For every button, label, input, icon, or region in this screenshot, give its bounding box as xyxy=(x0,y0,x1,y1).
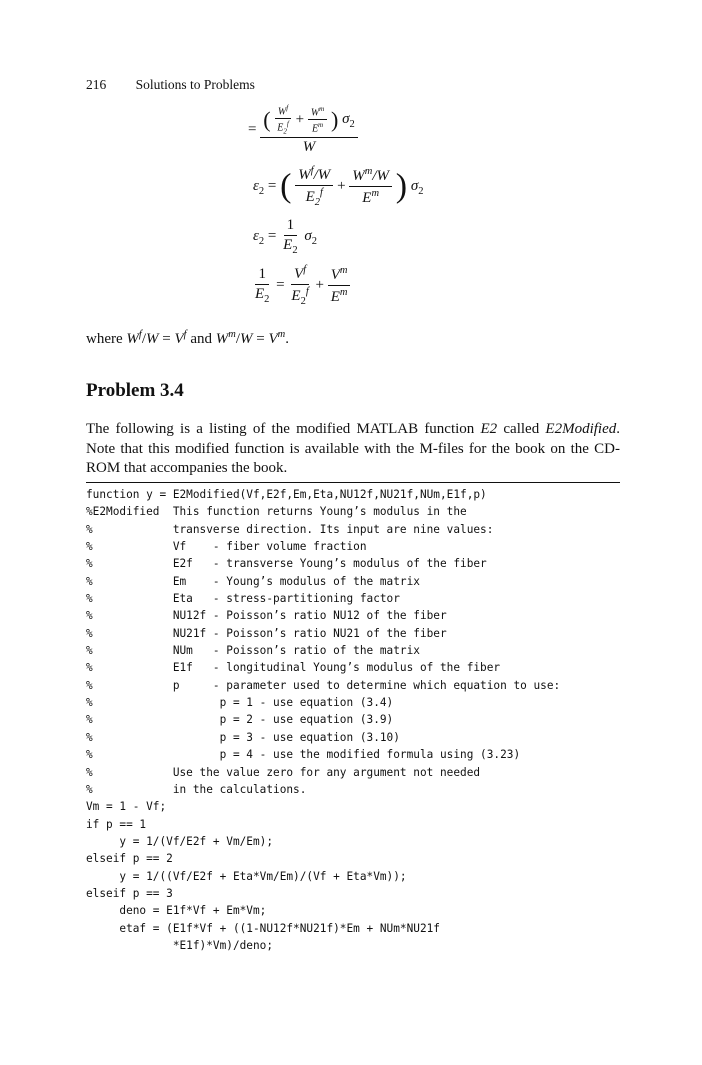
eq2-term1-num: $W^f/W$ xyxy=(295,165,333,186)
eq4-t1-num: $V^f$ xyxy=(291,264,309,285)
eq4-term1 xyxy=(288,264,311,307)
eq1-sigma: $\sigma_2$ xyxy=(342,111,355,131)
where-line: where $W^f/W = V^f$ and $W^m/W = V^m$. xyxy=(86,329,289,347)
equals-sign: = xyxy=(248,121,257,138)
page-number: 216 xyxy=(86,77,107,92)
eq4-lhs-den: $E_2$ xyxy=(255,286,270,305)
eq2-term2 xyxy=(349,166,392,207)
intro-paragraph xyxy=(86,420,620,479)
section-heading: Problem 3.4 xyxy=(86,380,184,401)
eq4-t1-den: $E_2^f$ xyxy=(291,286,309,307)
equation-2: $\varepsilon_2$ = ( $\frac{W^f/W}{E_2^f}$ + $\frac{W^m/W}{E^m}$ ) $\sigma_2$ xyxy=(253,165,424,208)
paragraph-text-2: called xyxy=(497,421,546,437)
eq1-frac-wf xyxy=(274,104,292,136)
eq1-e2f: $E_2^f$ xyxy=(277,120,289,136)
eq2-term1 xyxy=(295,165,333,208)
eq3-sigma: $\sigma_2$ xyxy=(304,227,317,247)
function-name-e2: E2 xyxy=(480,421,498,437)
eq1-main-fraction xyxy=(260,104,358,156)
eq1-wf: $W^f$ xyxy=(275,104,291,119)
eq2-term1-den: $E_2^f$ xyxy=(305,187,323,208)
eq2-term2-num: $W^m/W$ xyxy=(349,166,392,187)
function-name-e2modified: E2Modified xyxy=(545,421,617,437)
eq4-lhs xyxy=(252,266,272,305)
equation-1 xyxy=(248,104,358,156)
running-header xyxy=(86,77,255,93)
eq2-term2-den: $E^m$ xyxy=(362,188,380,206)
eq3-num: 1 xyxy=(284,217,298,236)
paragraph-text-1: The following is a listing of the modified MATLAB function xyxy=(86,421,481,437)
eq3-fraction xyxy=(280,217,300,256)
eq4-t2-den: $E^m$ xyxy=(330,287,348,305)
eq3-lhs: $\varepsilon_2$ xyxy=(253,227,265,247)
paragraph-text-3: . Note that this modified function is available with the M-files for the book on the CD-ROM that accompanies the book. xyxy=(86,421,620,476)
equation-4: $\frac{1}{E_2}$ = $\frac{V^f}{E_2^f}$ + $\frac{V^m}{E^m}$ xyxy=(252,264,350,307)
eq4-term2 xyxy=(328,265,351,306)
eq4-lhs-num: 1 xyxy=(255,266,269,285)
eq2-lhs: $\varepsilon_2$ xyxy=(253,177,265,197)
eq1-denominator: W xyxy=(302,138,316,155)
eq1-em: $E^m$ xyxy=(311,121,324,135)
running-head-title: Solutions to Problems xyxy=(135,77,255,92)
code-top-rule xyxy=(86,482,620,483)
eq1-numerator: ( $\frac{W^f}{E_2^f}$ + $\frac{W^m}{E^m}$ ) $\sigma_2$ xyxy=(260,104,358,138)
equation-3: $\varepsilon_2$ = $\frac{1}{E_2}$ $\sigma_2$ xyxy=(253,217,317,256)
eq2-sigma: $\sigma_2$ xyxy=(410,177,424,197)
eq1-wm: $W^m$ xyxy=(308,105,327,120)
eq3-den: $E_2$ xyxy=(283,237,298,256)
eq1-frac-wm xyxy=(308,105,327,135)
eq4-t2-num: $V^m$ xyxy=(328,265,351,286)
matlab-code-listing: function y = E2Modified(Vf,E2f,Em,Eta,NU12f,NU21f,NUm,E1f,p) %E2Modified This function returns Young’s modulus in the % transverse direction. Its input are nine values: % Vf - fiber volume fraction % E2f - transverse Young’s modulus of the fiber % Em - Young’s modulus of the matrix % Eta - stress-partitioning factor % NU12f - Poisson’s ratio NU12 of the fiber % NU21f - Poisson’s ratio NU21 of the fiber % NUm - Poisson’s ratio of the matrix % E1f - longitudinal Young’s modulus of the fiber % p - parameter used to determine which equation to use: % p = 1 - use equation (3.4) % p = 2 - use equation (3.9) % p = 3 - use equation (3.10) % p = 4 - use the modified formula using (3.23) % Use the value zero for any argument not needed % in the calculations. Vm = 1 - Vf; if p == 1 y = 1/(Vf/E2f + Vm/Em); elseif p == 2 y = 1/((Vf/E2f + Eta*Vm/Em)/(Vf + Eta*Vm)); elseif p == 3 deno = E1f*Vf + Em*Vm; etaf = (E1f*Vf + ((1-NU12f*NU21f)*Em + NUm*NU21f *E1f)*Vm)/deno; xyxy=(86,488,561,952)
